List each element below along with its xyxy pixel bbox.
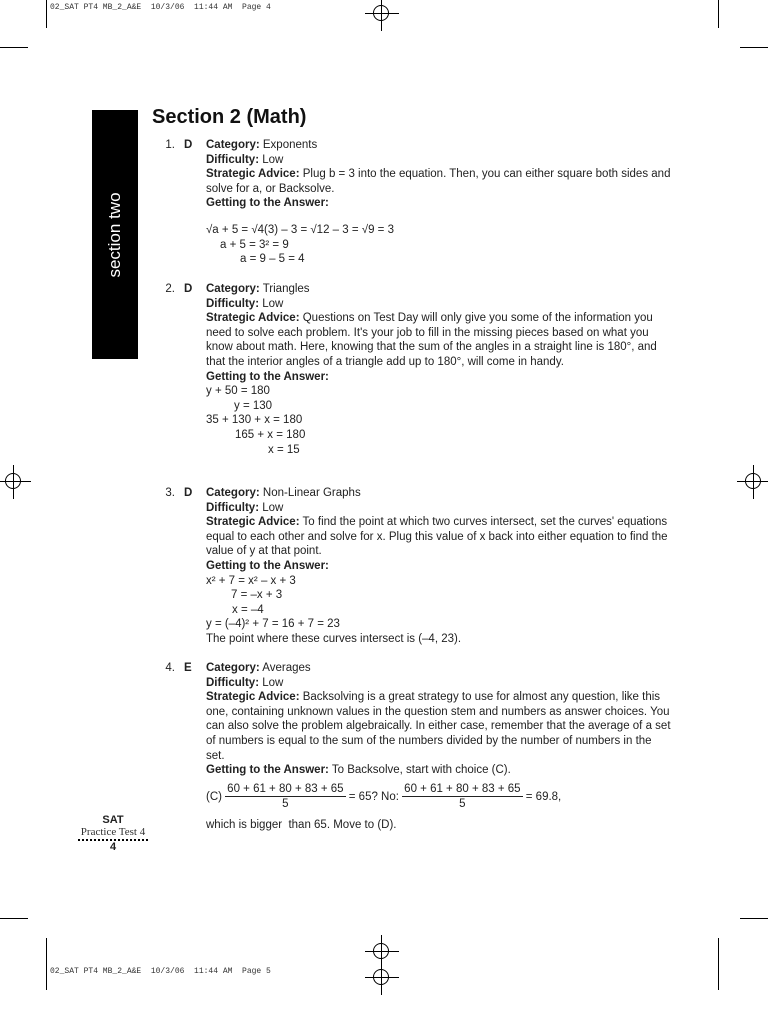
work-line: a + 5 = 3² = 9: [220, 238, 289, 251]
fraction: [402, 782, 522, 812]
registration-mark: [365, 0, 399, 31]
getting-label: Getting to the Answer:: [206, 559, 329, 572]
top-slug: 02_SAT PT4 MB_2_A&E 10/3/06 11:44 AM Page 4: [50, 3, 271, 12]
question-number: 3.: [165, 487, 175, 499]
question-number: 2.: [165, 283, 175, 295]
section-tab: [92, 110, 138, 359]
fraction: [225, 782, 345, 812]
difficulty-label: Difficulty:: [206, 297, 260, 310]
advice-label: Strategic Advice:: [206, 691, 300, 704]
category-value: Exponents: [262, 139, 318, 151]
work-line: which is bigger than 65. Move to (D).: [206, 818, 397, 831]
advice-label: Strategic Advice:: [206, 516, 300, 529]
getting-label: Getting to the Answer:: [206, 764, 329, 777]
difficulty-value: Low: [262, 676, 284, 689]
advice-text: To find the point at which two curves intersect, set the curves' equations equal to each other and solve for x. Plug this value of x back into either equation to find the value of y at that point.: [206, 516, 668, 558]
category-label: Category:: [206, 139, 260, 151]
difficulty-label: Difficulty:: [206, 676, 260, 689]
fraction-numerator: 60 + 61 + 80 + 83 + 65: [225, 782, 345, 798]
work-line: √a + 5 = √4(3) – 3 = √12 – 3 = √9 = 3: [206, 223, 394, 236]
difficulty-value: Low: [262, 153, 284, 166]
work-line: 7 = –x + 3: [231, 589, 283, 602]
page-title: Section 2 (Math): [152, 106, 307, 128]
section-tab-label: section two: [105, 191, 124, 278]
difficulty-value: Low: [262, 501, 284, 514]
question-number: 1.: [165, 139, 175, 151]
work-line: 165 + x = 180: [235, 428, 306, 441]
category-value: Non-Linear Graphs: [262, 487, 361, 499]
answer-letter: E: [184, 662, 192, 674]
answer-letter: D: [184, 283, 193, 295]
category-value: Triangles: [262, 283, 310, 295]
getting-label: Getting to the Answer:: [206, 370, 329, 383]
work-line: x = 15: [268, 443, 300, 456]
advice-label: Strategic Advice:: [206, 168, 300, 181]
advice-text: Backsolving is a great strategy to use for almost any question, like this one, containing unknown values in the question stem and numbers as answer choices. You can also solve the problem algebraically. In either case, remember that the average of a set of numbers is equal to the sum of the numbers divided by the number of numbers in the set.: [206, 691, 671, 762]
difficulty-label: Difficulty:: [206, 501, 260, 514]
work-line: y = (–4)² + 7 = 16 + 7 = 23: [206, 618, 340, 631]
work-line: 35 + 130 + x = 180: [206, 414, 303, 427]
work-line: a = 9 – 5 = 4: [240, 253, 305, 266]
footer-sat: SAT: [102, 814, 124, 826]
crop-mark: [740, 918, 768, 919]
answer-letter: D: [184, 487, 193, 499]
footer-practice-test: Practice Test 4: [80, 826, 146, 838]
page-footer: [74, 814, 152, 853]
work-line: x = –4: [232, 603, 264, 616]
crop-mark: [46, 938, 47, 990]
category-value: Averages: [262, 662, 311, 674]
crop-mark: [718, 0, 719, 28]
getting-label: Getting to the Answer:: [206, 197, 329, 210]
bottom-slug: 02_SAT PT4 MB_2_A&E 10/3/06 11:44 AM Page 5: [50, 967, 271, 976]
crop-mark: [0, 918, 28, 919]
crop-mark: [718, 938, 719, 990]
work-line: y = 130: [234, 399, 273, 412]
advice-text: Plug b = 3 into the equation. Then, you can either square both sides and solve for a, or Backsolve.: [206, 168, 671, 195]
work-line: x² + 7 = x² – x + 3: [206, 574, 296, 587]
registration-mark: [737, 465, 768, 499]
difficulty-label: Difficulty:: [206, 153, 260, 166]
registration-mark: [0, 465, 31, 499]
advice-text: Questions on Test Day will only give you some of the information you need to solve each problem. It's your job to fill in the missing pieces based on what you know about math. Here, knowing that the sum of the angles in a straight line is 180°, and that the interior angles of a triangle add up to 180°, will come in handy.: [206, 312, 657, 368]
difficulty-value: Low: [262, 297, 284, 310]
work-line: y + 50 = 180: [206, 385, 270, 398]
fraction-denominator: 5: [459, 798, 466, 811]
category-label: Category:: [206, 283, 260, 295]
crop-mark: [0, 47, 28, 48]
fraction-result: = 69.8,: [525, 790, 562, 803]
advice-label: Strategic Advice:: [206, 312, 300, 325]
question-number: 4.: [165, 662, 175, 674]
fraction-line: [206, 782, 671, 812]
answer-letter: D: [184, 139, 193, 151]
registration-mark: [365, 961, 399, 995]
category-label: Category:: [206, 662, 260, 674]
page-number: 4: [109, 841, 117, 853]
category-label: Category:: [206, 487, 260, 499]
fraction-mid: = 65? No:: [348, 790, 399, 803]
fraction-numerator: 60 + 61 + 80 + 83 + 65: [402, 782, 522, 798]
fraction-denominator: 5: [282, 798, 289, 811]
choice-label: (C): [206, 790, 222, 803]
getting-text: To Backsolve, start with choice (C).: [331, 764, 511, 777]
crop-mark: [740, 47, 768, 48]
work-line: The point where these curves intersect is (–4, 23).: [206, 632, 462, 645]
crop-mark: [46, 0, 47, 28]
